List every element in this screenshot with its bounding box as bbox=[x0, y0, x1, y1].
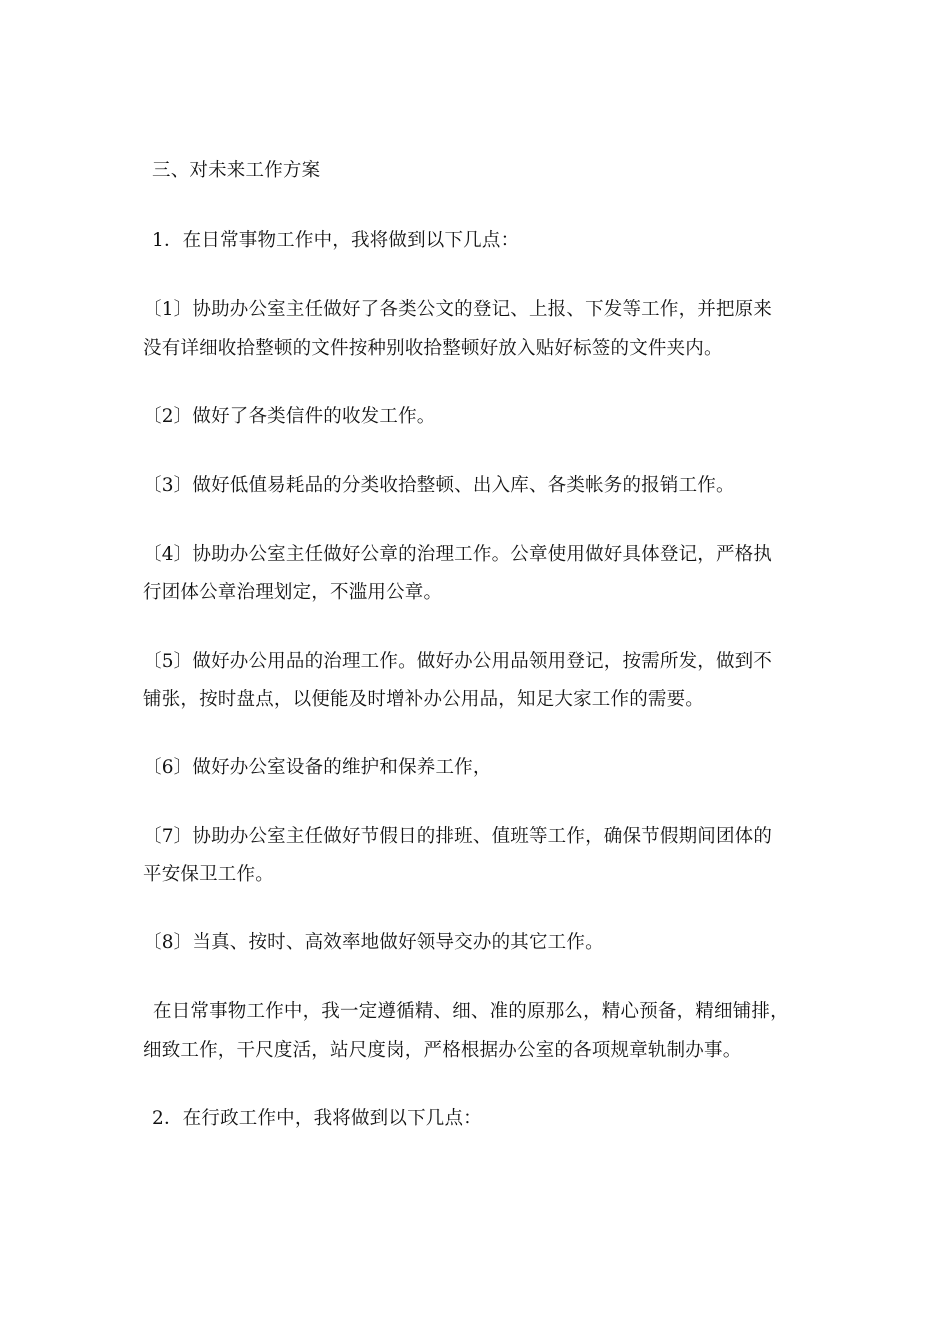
list-item-1-line-2: 没有详细收拾整顿的文件按种别收拾整顿好放入贴好标签的文件夹内。 bbox=[143, 338, 723, 359]
list-item-6: 〔6〕做好办公室设备的维护和保养工作， bbox=[143, 757, 492, 778]
list-item-1-line-1: 〔1〕协助办公室主任做好了各类公文的登记、上报、下发等工作，并把原来 bbox=[143, 299, 773, 320]
list-item-3: 〔3〕做好低值易耗品的分类收拾整顿、出入库、各类帐务的报销工作。 bbox=[143, 475, 735, 496]
item1-heading: 1．在日常事物工作中，我将做到以下几点： bbox=[152, 230, 520, 251]
summary-line-1: 在日常事物工作中，我一定遵循精、细、准的原那么，精心预备，精细铺排， bbox=[153, 1001, 789, 1022]
item2-heading: 2．在行政工作中，我将做到以下几点： bbox=[152, 1108, 482, 1129]
list-item-5-line-2: 铺张，按时盘点，以便能及时增补办公用品，知足大家工作的需要。 bbox=[143, 689, 705, 710]
list-item-4-line-2: 行团体公章治理划定，不滥用公章。 bbox=[143, 582, 443, 603]
summary-line-2: 细致工作，干尺度活，站尺度岗，严格根据办公室的各项规章轨制办事。 bbox=[143, 1040, 742, 1061]
list-item-8: 〔8〕当真、按时、高效率地做好领导交办的其它工作。 bbox=[143, 932, 604, 953]
list-item-7-line-2: 平安保卫工作。 bbox=[143, 864, 274, 885]
list-item-4-line-1: 〔4〕协助办公室主任做好公章的治理工作。公章使用做好具体登记，严格执 bbox=[143, 544, 773, 565]
list-item-7-line-1: 〔7〕协助办公室主任做好节假日的排班、值班等工作，确保节假期间团体的 bbox=[143, 826, 773, 847]
section-heading: 三、对未来工作方案 bbox=[152, 160, 321, 181]
list-item-2: 〔2〕做好了各类信件的收发工作。 bbox=[143, 406, 436, 427]
list-item-5-line-1: 〔5〕做好办公用品的治理工作。做好办公用品领用登记，按需所发，做到不 bbox=[143, 651, 773, 672]
